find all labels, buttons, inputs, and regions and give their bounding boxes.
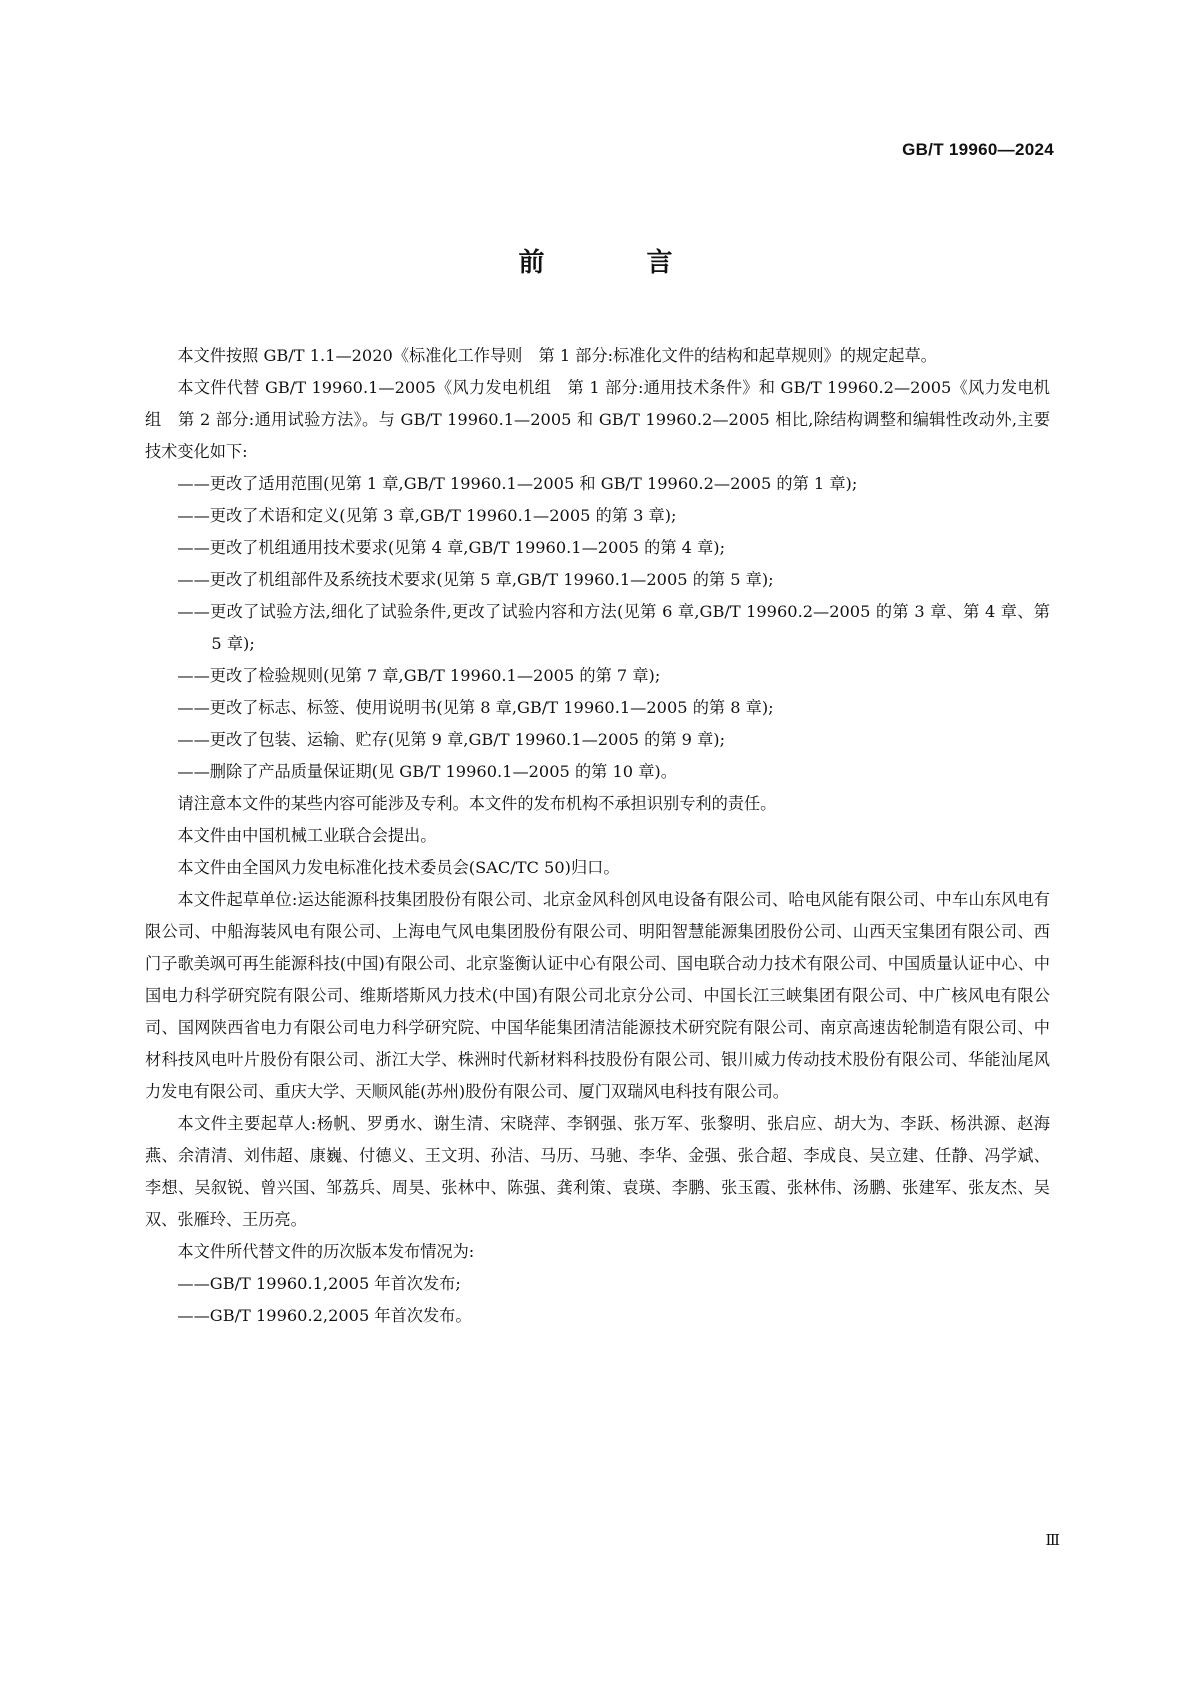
list-item-change: ——更改了机组通用技术要求(见第 4 章,GB/T 19960.1—2005 的第 4 章); [177, 538, 726, 557]
list-item-change: ——更改了术语和定义(见第 3 章,GB/T 19960.1—2005 的第 3 章); [177, 506, 677, 525]
paragraph-drafters: 本文件主要起草人:杨帆、罗勇水、谢生清、宋晓萍、李钢强、张万军、张黎明、张启应、胡大为、李跃、杨洪源、赵海燕、余清清、刘伟超、康巍、付德义、王文玥、孙洁、马历、马驰、李华、金强、张合超、李成良、吴立建、任静、冯学斌、李想、吴叙锐、曾兴国、邹荔兵、周昊、张林中、陈强、龚利策、袁瑛、李鹏、张玉霞、张林伟、汤鹏、张建军、张友杰、吴双、张雁玲、王历亮。 [145, 1114, 1050, 1229]
list-item-change: ——更改了适用范围(见第 1 章,GB/T 19960.1—2005 和 GB/T 19960.2—2005 的第 1 章); [177, 474, 858, 493]
paragraph-committee: 本文件由全国风力发电标准化技术委员会(SAC/TC 50)归口。 [177, 858, 620, 877]
document-code: GB/T 19960—2024 [902, 140, 1054, 159]
list-item-change: ——更改了检验规则(见第 7 章,GB/T 19960.1—2005 的第 7 章); [177, 666, 661, 685]
page-number: Ⅲ [1045, 1531, 1060, 1549]
list-item-change: ——更改了包装、运输、贮存(见第 9 章,GB/T 19960.1—2005 的第 9 章); [177, 730, 726, 749]
foreword-body [145, 340, 1050, 1332]
paragraph-drafting-units: 本文件起草单位:运达能源科技集团股份有限公司、北京金风科创风电设备有限公司、哈电风能有限公司、中车山东风电有限公司、中船海装风电有限公司、上海电气风电集团股份有限公司、明阳智慧能源集团股份公司、山西天宝集团有限公司、西门子歌美飒可再生能源科技(中国)有限公司、北京鉴衡认证中心有限公司、国电联合动力技术有限公司、中国质量认证中心、中国电力科学研究院有限公司、维斯塔斯风力技术(中国)有限公司北京分公司、中国长江三峡集团有限公司、中广核风电有限公司、国网陕西省电力有限公司电力科学研究院、中国华能集团清洁能源技术研究院有限公司、南京高速齿轮制造有限公司、中材科技风电叶片股份有限公司、浙江大学、株洲时代新材料科技股份有限公司、银川威力传动技术股份有限公司、华能汕尾风力发电有限公司、重庆大学、天顺风能(苏州)股份有限公司、厦门双瑞风电科技有限公司。 [145, 890, 1050, 1101]
list-item-history: ——GB/T 19960.2,2005 年首次发布。 [177, 1306, 472, 1325]
paragraph-proposer: 本文件由中国机械工业联合会提出。 [177, 826, 437, 845]
paragraph-replacement: 本文件代替 GB/T 19960.1—2005《风力发电机组 第 1 部分:通用技术条件》和 GB/T 19960.2—2005《风力发电机组 第 2 部分:通用试验方法》。与 GB/T 19960.1—2005 和 GB/T 19960.2—2005 相比,除结构调整和编辑性改动外,主要技术变化如下: [145, 378, 1050, 461]
list-item-change: ——更改了机组部件及系统技术要求(见第 5 章,GB/T 19960.1—2005 的第 5 章); [177, 570, 774, 589]
paragraph-history-intro: 本文件所代替文件的历次版本发布情况为: [177, 1242, 475, 1261]
list-item-history: ——GB/T 19960.1,2005 年首次发布; [177, 1274, 461, 1293]
paragraph-drafting-basis: 本文件按照 GB/T 1.1—2020《标准化工作导则 第 1 部分:标准化文件的结构和起草规则》的规定起草。 [177, 346, 937, 365]
paragraph-patent-notice: 请注意本文件的某些内容可能涉及专利。本文件的发布机构不承担识别专利的责任。 [177, 794, 777, 813]
page-title: 前 言 [518, 248, 711, 278]
list-item-change: ——更改了试验方法,细化了试验条件,更改了试验内容和方法(见第 6 章,GB/T 19960.2—2005 的第 3 章、第 4 章、第 5 章); [177, 602, 1050, 653]
list-item-change: ——更改了标志、标签、使用说明书(见第 8 章,GB/T 19960.1—2005 的第 8 章); [177, 698, 774, 717]
list-item-change: ——删除了产品质量保证期(见 GB/T 19960.1—2005 的第 10 章)。 [177, 762, 677, 781]
